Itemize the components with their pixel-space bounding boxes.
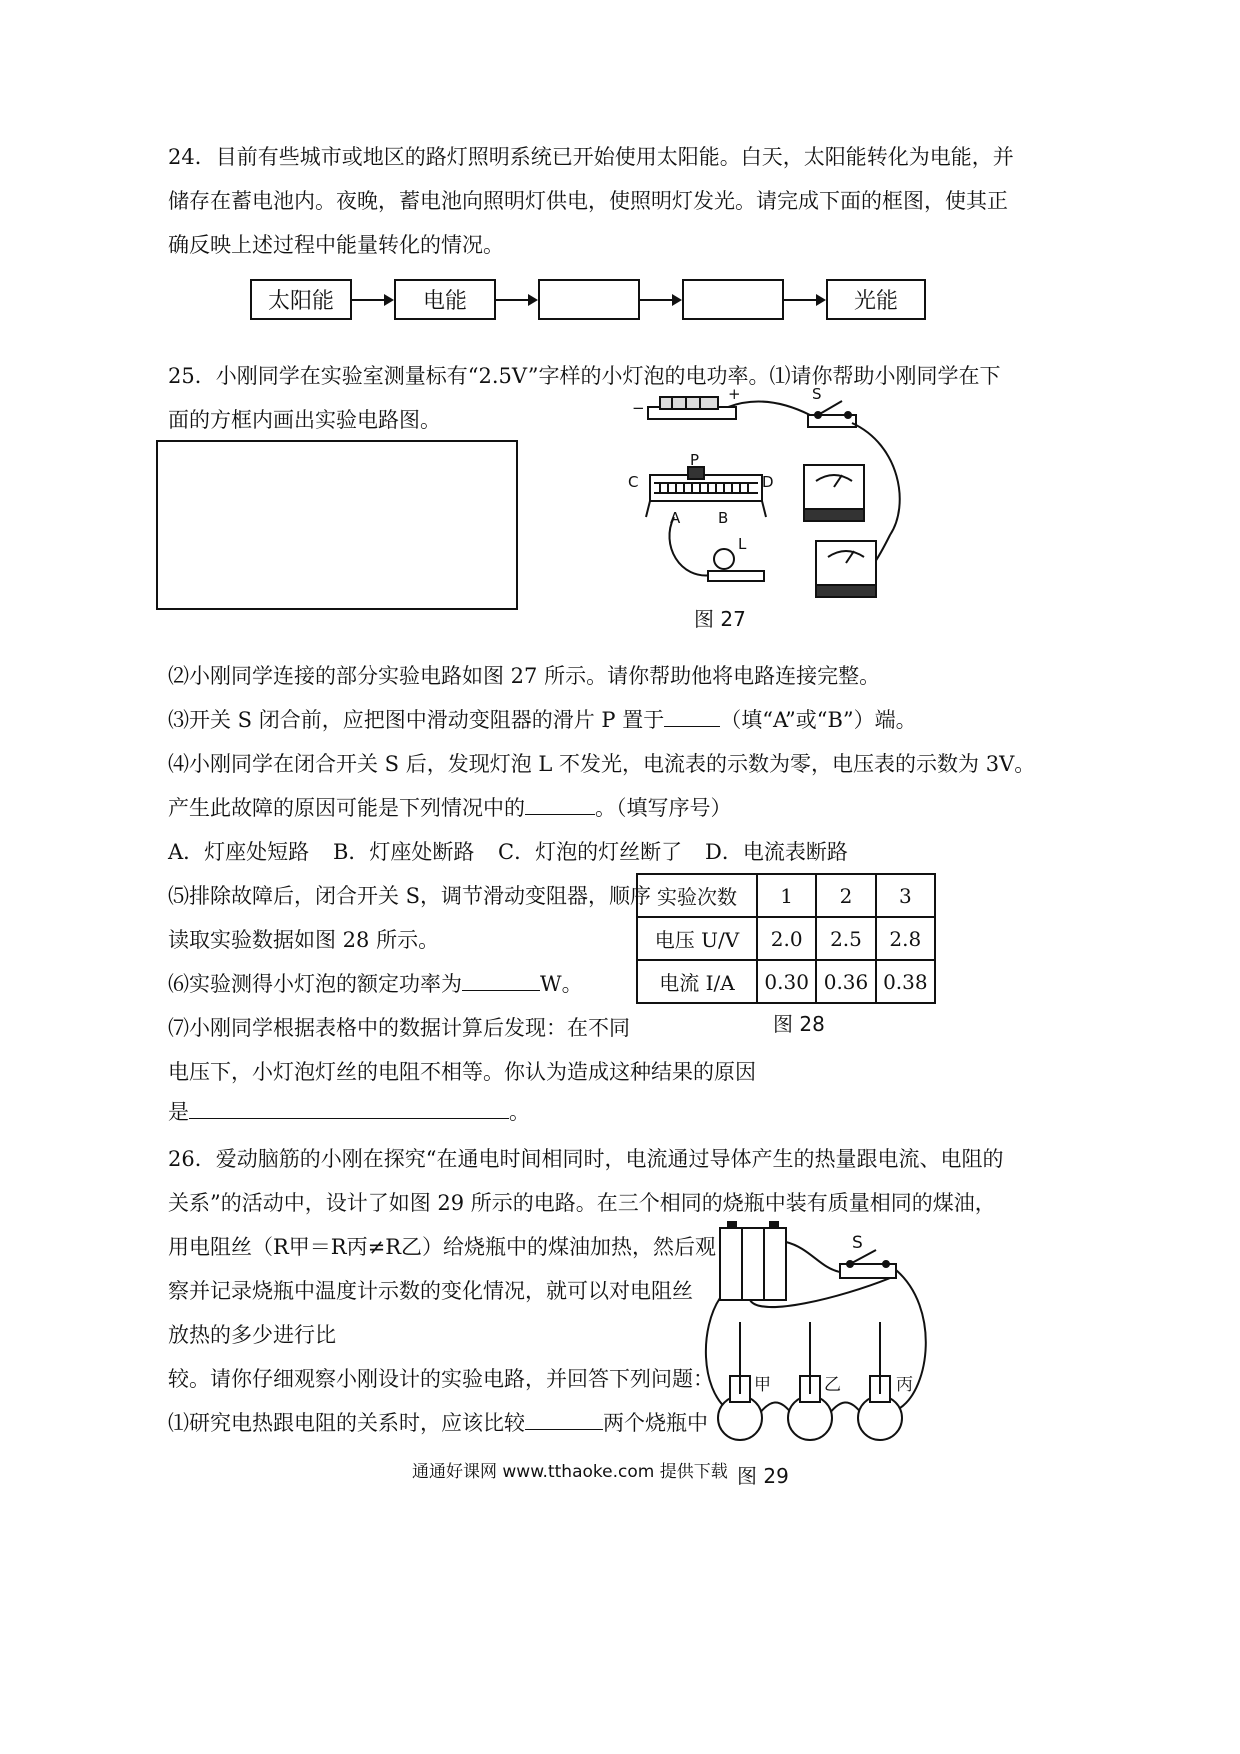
q25-part4-line1: ⑷小刚同学在闭合开关 S 后，发现灯泡 L 不发光，电流表的示数为零，电压表的示数为 3V。	[168, 752, 1036, 776]
battery-cells	[660, 397, 718, 409]
footer-source: 通通好课网 www.tthaoke.com 提供下载	[412, 1462, 728, 1482]
q26-line3: 用电阻丝（R甲＝R丙≠R乙）给烧瓶中的煤油加热，然后观	[168, 1235, 717, 1259]
table-header-row	[637, 874, 935, 917]
table-cell: 2.5	[816, 917, 875, 960]
q25-part7-answer-blank[interactable]	[189, 1098, 509, 1119]
table-header-cell: 2	[816, 874, 875, 917]
flow-arrow-3	[640, 299, 680, 301]
q25-option-c[interactable]: C．灯泡的灯丝断了	[498, 840, 683, 864]
fig27-label-b: B	[718, 509, 729, 527]
fig27-label-d: D	[762, 473, 774, 491]
table-header-cell: 实验次数	[637, 874, 757, 917]
q25-part3	[168, 706, 917, 734]
q25-option-b[interactable]: B．灯座处断路	[333, 840, 475, 864]
figure-27-circuit	[620, 385, 920, 605]
fig27-label-c: C	[628, 473, 639, 491]
table-row	[637, 917, 935, 960]
fig27-label-plus: +	[728, 385, 741, 403]
flow-arrow-1	[352, 299, 392, 301]
figure-28-caption: 图 28	[773, 1012, 825, 1036]
table-row	[637, 960, 935, 1003]
fig27-label-p: P	[690, 451, 700, 469]
q24-line2: 储存在蓄电池内。夜晚，蓄电池向照明灯供电，使照明灯发光。请完成下面的框图，使其正	[168, 189, 1008, 213]
flow-box-light: 光能	[826, 279, 926, 320]
fig29-label-bing: 丙	[896, 1375, 913, 1395]
figure-27-caption: 图 27	[694, 607, 746, 631]
q25-part4-answer-blank[interactable]	[525, 794, 595, 815]
q25-part7-line1: ⑺小刚同学根据表格中的数据计算后发现：在不同	[168, 1016, 630, 1040]
wire-battery-switch	[786, 1242, 840, 1272]
fig29-label-yi: 乙	[824, 1375, 841, 1395]
fig29-label-jia: 甲	[754, 1375, 771, 1395]
q25-part6-answer-blank[interactable]	[462, 970, 540, 991]
battery	[720, 1228, 786, 1300]
q26-line1: 26．爱动脑筋的小刚在探究“在通电时间相同时，电流通过导体产生的热量跟电流、电阻的	[168, 1147, 1004, 1171]
q25-part6-text-a: ⑹实验测得小灯泡的额定功率为	[168, 972, 462, 996]
q25-part4-line2	[168, 794, 732, 822]
q25-option-a[interactable]: A．灯座处短路	[168, 840, 310, 864]
q25-part6-text-b: W。	[540, 972, 583, 996]
q25-part7-line2: 电压下，小灯泡灯丝的电阻不相等。你认为造成这种结果的原因	[168, 1060, 756, 1084]
fig27-label-s: S	[812, 385, 822, 403]
q26-line6: 较。请你仔细观察小刚设计的实验电路，并回答下列问题：	[168, 1367, 714, 1391]
rheostat-body	[650, 475, 762, 501]
q26-part1-text-b: 两个烧瓶中	[603, 1411, 708, 1435]
q26-part1-answer-blank[interactable]	[525, 1409, 603, 1430]
q25-part7-text-b: 。	[509, 1100, 530, 1124]
q25-line1: 25．小刚同学在实验室测量标有“2.5V”字样的小灯泡的电功率。⑴请你帮助小刚同学在下	[168, 364, 1001, 388]
wire-loop-left	[706, 1298, 728, 1410]
flow-arrow-4	[784, 299, 824, 301]
q25-part3-answer-blank[interactable]	[664, 706, 720, 727]
q25-part2: ⑵小刚同学连接的部分实验电路如图 27 所示。请你帮助他将电路连接完整。	[168, 664, 881, 688]
circuit-drawing-box[interactable]	[156, 440, 518, 610]
table-header-cell: 3	[876, 874, 935, 917]
q25-part7-text-a: 是	[168, 1100, 189, 1124]
q25-part3-text-b: （填“A”或“B”）端。	[720, 708, 917, 732]
q25-part3-text-a: ⑶开关 S 闭合前，应把图中滑动变阻器的滑片 P 置于	[168, 708, 665, 732]
q25-part4-text-b: 。（填写序号）	[595, 796, 732, 820]
q26-part1	[168, 1409, 708, 1437]
q25-part7-line3	[168, 1098, 530, 1126]
table-cell: 电压 U/V	[637, 917, 757, 960]
q24-line3: 确反映上述过程中能量转化的情况。	[168, 233, 504, 257]
lamp-bulb	[714, 549, 734, 569]
table-cell: 电流 I/A	[637, 960, 757, 1003]
flow-box-blank-2[interactable]	[682, 279, 784, 320]
table-cell: 2.8	[876, 917, 935, 960]
fig27-label-l: L	[738, 535, 747, 553]
table-cell: 0.36	[816, 960, 875, 1003]
table-cell: 2.0	[757, 917, 816, 960]
fig27-label-a: A	[670, 509, 681, 527]
fig27-label-minus: −	[632, 399, 645, 417]
q26-line5: 放热的多少进行比	[168, 1323, 336, 1347]
q24-line1: 24．目前有些城市或地区的路灯照明系统已开始使用太阳能。白天，太阳能转化为电能，并	[168, 145, 1014, 169]
figure-28-data-table	[636, 873, 936, 1004]
table-cell: 0.38	[876, 960, 935, 1003]
q25-part5-line2: 读取实验数据如图 28 所示。	[168, 928, 440, 952]
q25-option-d[interactable]: D．电流表断路	[705, 840, 848, 864]
q25-part5-line1: ⑸排除故障后，闭合开关 S，调节滑动变阻器，顺序	[168, 884, 652, 908]
q25-part4-text-a: 产生此故障的原因可能是下列情况中的	[168, 796, 525, 820]
flow-box-blank-1[interactable]	[538, 279, 640, 320]
q25-line2: 面的方框内画出实验电路图。	[168, 408, 441, 432]
q26-part1-text-a: ⑴研究电热跟电阻的关系时，应该比较	[168, 1411, 525, 1435]
figure-29-circuit	[700, 1218, 940, 1448]
table-cell: 0.30	[757, 960, 816, 1003]
figure-29-caption: 图 29	[737, 1464, 789, 1488]
q26-line2: 关系”的活动中，设计了如图 29 所示的电路。在三个相同的烧瓶中装有质量相同的煤油，	[168, 1191, 996, 1215]
flow-arrow-2	[496, 299, 536, 301]
lamp-base	[708, 571, 764, 581]
q26-line4: 察并记录烧瓶中温度计示数的变化情况，就可以对电阻丝	[168, 1279, 693, 1303]
wire-battery-switch	[728, 402, 810, 415]
q25-part6	[168, 970, 583, 998]
fig29-label-s: S	[852, 1233, 863, 1253]
flow-box-electric: 电能	[394, 279, 496, 320]
flow-box-solar: 太阳能	[250, 279, 352, 320]
table-header-cell: 1	[757, 874, 816, 917]
